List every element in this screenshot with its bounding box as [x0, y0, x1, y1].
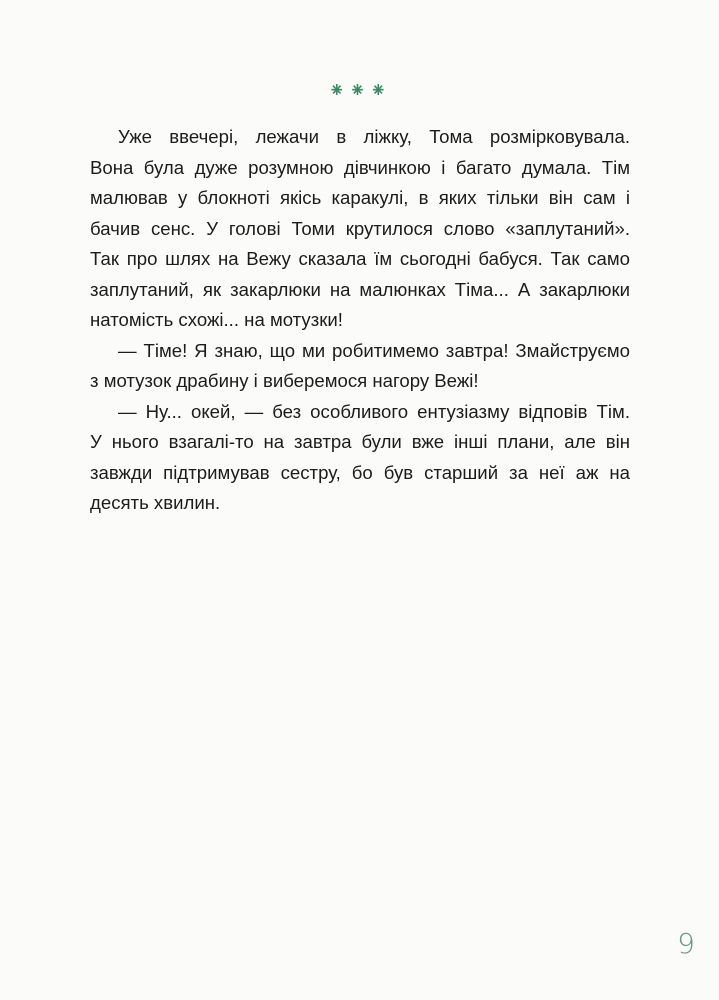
text-line: Уже ввечері, лежачи в ліжку, Тома розмірковувала. [118, 126, 630, 147]
paragraph [90, 397, 630, 519]
text-line: — Ну... окей, — без особливого ентузіазму відповів Тім. [118, 400, 630, 422]
text-line: з мотузок драбину і виберемося нагору Вежі! [90, 370, 479, 391]
paragraph [90, 336, 630, 397]
text-line: заплутаний, як закарлюки на малюнках Тіма... А закарлюки [90, 278, 630, 300]
body-text [90, 122, 630, 519]
text-line: десять хвилин. [90, 492, 221, 513]
text-line: — Тіме! Я знаю, що ми робитимемо завтра! Змайструємо [118, 339, 630, 361]
page-number: 9 [677, 927, 695, 960]
section-separator: ⁕⁕⁕ [328, 78, 391, 102]
text-line: Вона була дуже розумною дівчинкою і багато думала. Тім [90, 156, 630, 178]
paragraph [90, 122, 630, 336]
text-line: завжди підтримував сестру, бо був старший за неї аж на [90, 461, 630, 483]
text-line: натомість схожі... на мотузки! [90, 309, 343, 330]
text-line: малював у блокноті якісь каракулі, в яких тільки він сам і [90, 187, 630, 208]
text-line: бачив сенс. У голові Томи крутилося слово «заплутаний». [90, 217, 630, 239]
text-line: У нього взагалі-то на завтра були вже інші плани, але він [90, 431, 630, 452]
text-line: Так про шлях на Вежу сказала їм сьогодні бабуся. Так само [90, 248, 630, 269]
